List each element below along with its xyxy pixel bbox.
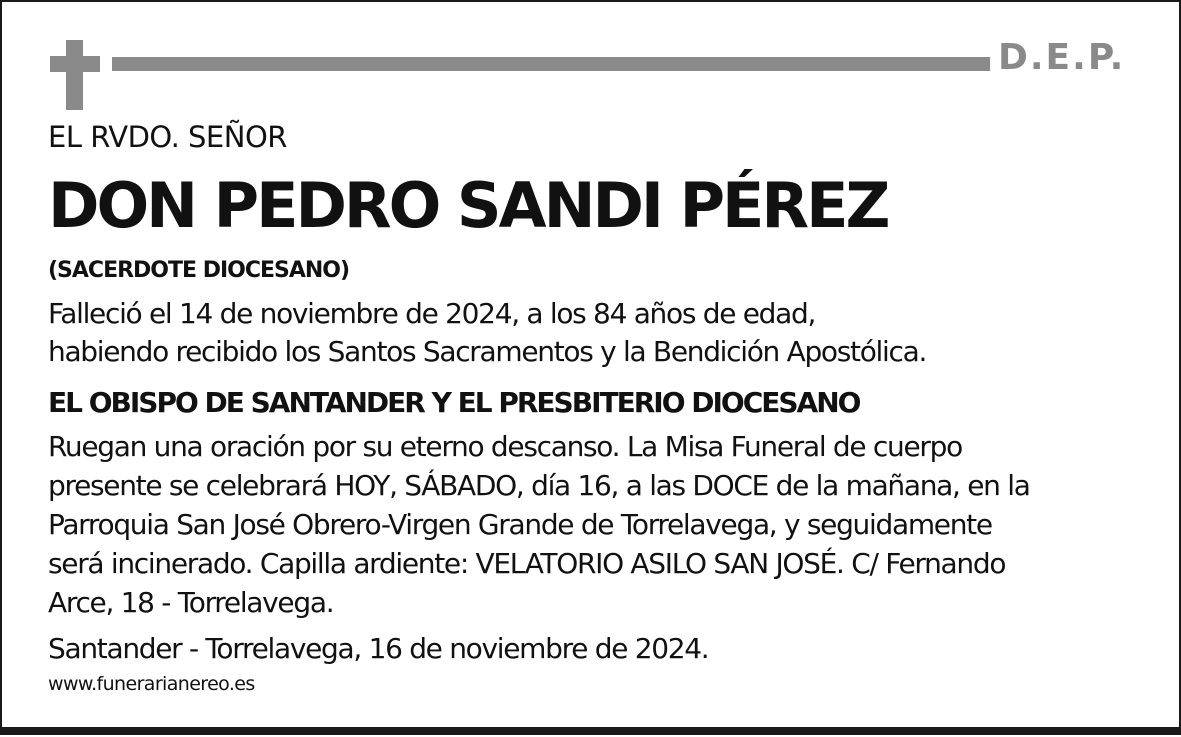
deceased-role: (SACERDOTE DIOCESANO)	[48, 258, 350, 283]
website-link[interactable]: www.funerarianereo.es	[48, 673, 255, 695]
deceased-name: DON PEDRO SANDI PÉREZ	[48, 169, 888, 242]
title-prefix: EL RVDO. SEÑOR	[48, 120, 287, 154]
mourners-heading: EL OBISPO DE SANTANDER Y EL PRESBITERIO DIOCESANO	[48, 386, 860, 419]
place-date: Santander - Torrelavega, 16 de noviembre de 2024.	[48, 632, 709, 665]
service-info-line: Ruegan una oración por su eterno descanso. La Misa Funeral de cuerpo	[48, 430, 962, 463]
service-info-line: Arce, 18 - Torrelavega.	[48, 586, 334, 619]
cross-icon-horizontal-bar	[50, 56, 100, 72]
service-info-line: será incinerado. Capilla ardiente: VELATORIO ASILO SAN JOSÉ. C/ Fernando	[48, 547, 1006, 580]
cross-icon-vertical-bar	[66, 40, 83, 110]
header-rule	[112, 57, 990, 71]
service-info-line: Parroquia San José Obrero-Virgen Grande de Torrelavega, y seguidamente	[48, 508, 992, 541]
death-notice-line: Falleció el 14 de noviembre de 2024, a los 84 años de edad,	[48, 297, 816, 330]
service-info-line: presente se celebrará HOY, SÁBADO, día 16, a las DOCE de la mañana, en la	[48, 469, 1030, 502]
dep-label: D.E.P.	[998, 37, 1126, 78]
death-notice-line: habiendo recibido los Santos Sacramentos y la Bendición Apostólica.	[48, 335, 927, 368]
